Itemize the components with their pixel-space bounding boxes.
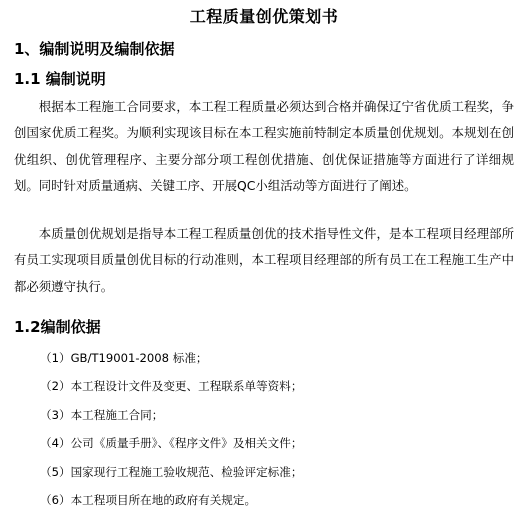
list-item: （5）国家现行工程施工验收规范、检验评定标准； bbox=[40, 464, 303, 479]
document-title: 工程质量创优策划书 bbox=[189, 7, 339, 26]
list-item: （1）GB/T19001-2008 标准； bbox=[40, 351, 208, 365]
section-heading-1-2: 1.2编制依据 bbox=[14, 318, 101, 336]
paragraph-description: 根据本工程施工合同要求，本工程工程质量必须达到合格并确保辽宁省优质工程奖，争创国家优质工程奖。为顺利实现该目标在本工程实施前特制定本质量创优规划。本规划在创优组织、创优管理程序、主要分部分项工程创优措施、创优保证措施等方面进行了详细规划。同时针对质量通病、关键工序、开展QC小组活动等方面进行了阐述。 bbox=[14, 99, 514, 193]
section-heading-1-1: 1.1 编制说明 bbox=[14, 70, 106, 88]
list-item: （4）公司《质量手册》、《程序文件》及相关文件； bbox=[40, 436, 303, 451]
list-item: （2）本工程设计文件及变更、工程联系单等资料； bbox=[40, 379, 303, 394]
list-item: （3）本工程施工合同； bbox=[40, 407, 164, 422]
basis-list bbox=[0, 344, 528, 514]
section-heading-1: 1、编制说明及编制依据 bbox=[14, 40, 175, 58]
list-item: （6）本工程项目所在地的政府有关规定。 bbox=[40, 492, 257, 507]
paragraph-guidance: 本质量创优规划是指导本工程工程质量创优的技术指导性文件，是本工程项目经理部所有员工实现项目质量创优目标的行动准则，本工程项目经理部的所有员工在工程施工生产中都必须遵守执行。 bbox=[14, 226, 514, 294]
